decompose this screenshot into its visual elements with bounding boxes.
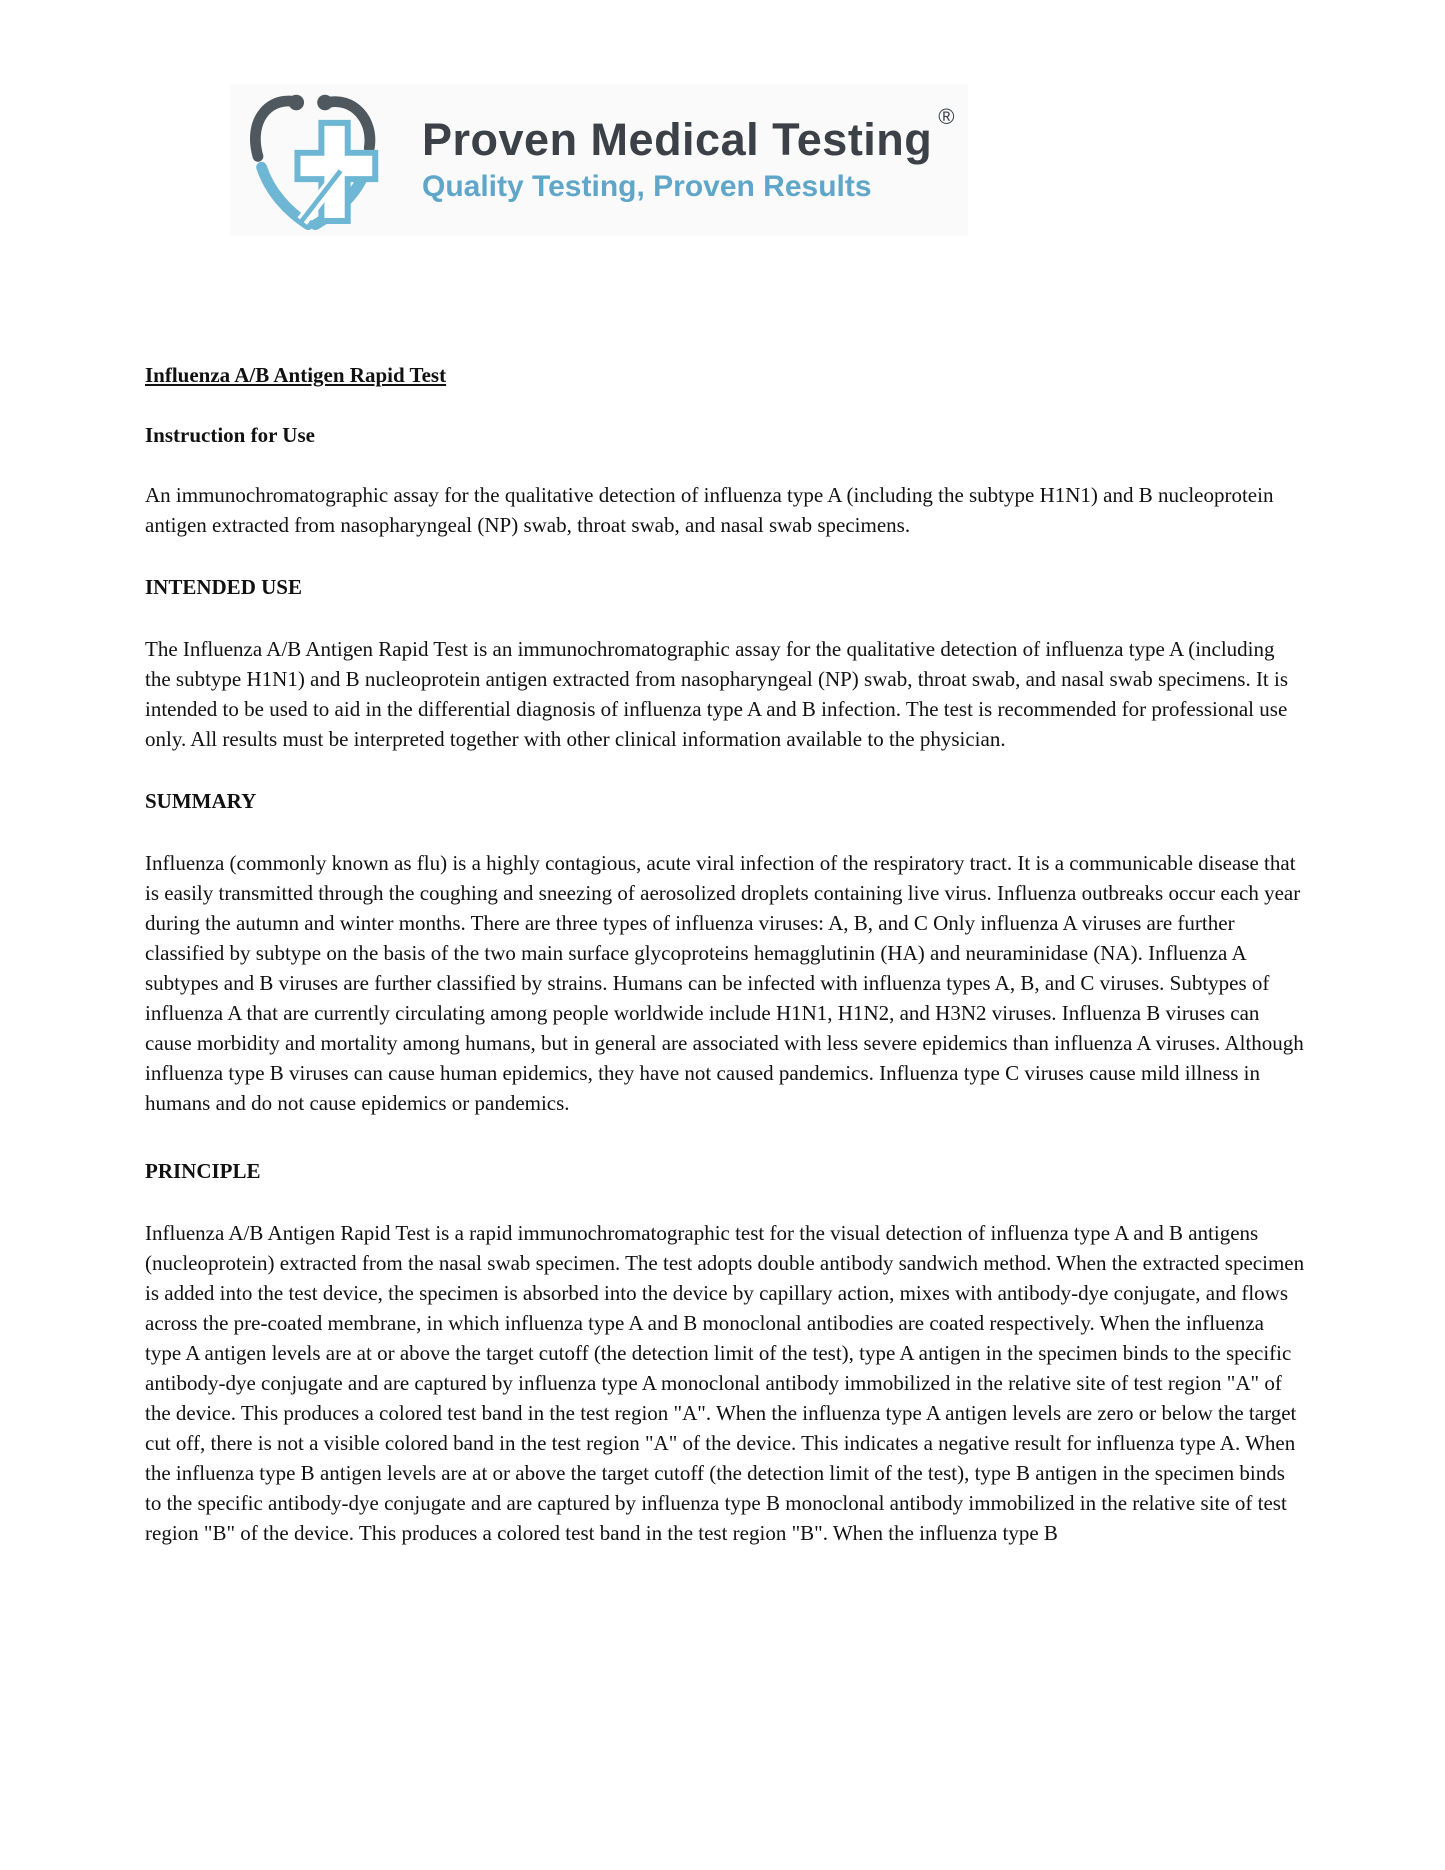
registered-trademark-mark: ® bbox=[938, 104, 955, 129]
section-heading-principle: PRINCIPLE bbox=[145, 1159, 261, 1183]
section-summary bbox=[145, 786, 1305, 1118]
document-content bbox=[145, 360, 1305, 1548]
section-principle bbox=[145, 1156, 1305, 1548]
intro-paragraph: An immunochromatographic assay for the qualitative detection of influenza type A (including the subtype H1N1) and B nucleoprotein antigen extracted from nasopharyngeal (NP) swab, throat swab, and nasal swab specimens. bbox=[145, 483, 1274, 537]
section-body-principle: Influenza A/B Antigen Rapid Test is a rapid immunochromatographic test for the visual detection of influenza type A and B antigens (nucleoprotein) extracted from the nasal swab specimen. The test adopts double antibody sandwich method. When the extracted specimen is added into the test device, the specimen is absorbed into the device by capillary action, mixes with antibody-dye conjugate, and flows across the pre-coated membrane, in which influenza type A and B monoclonal antibodies are coated respectively. When the influenza type A antigen levels are at or above the target cutoff (the detection limit of the test), type A antigen in the specimen binds to the specific antibody-dye conjugate and are captured by influenza type A monoclonal antibody immobilized in the relative site of test region "A" of the device. This produces a colored test band in the test region "A". When the influenza type A antigen levels are zero or below the target cut off, there is not a visible colored band in the test region "A" of the device. This indicates a negative result for influenza type A. When the influenza type B antigen levels are at or above the target cutoff (the detection limit of the test), type B antigen in the specimen binds to the specific antibody-dye conjugate and are captured by influenza type B monoclonal antibody immobilized in the relative site of test region "B" of the device. This produces a colored test band in the test region "B". When the influenza type B bbox=[145, 1221, 1305, 1545]
section-body-intended-use: The Influenza A/B Antigen Rapid Test is an immunochromatographic assay for the qualitative detection of influenza type A (including the subtype H1N1) and B nucleoprotein antigen extracted from nasopharyngeal (NP) swab, throat swab, and nasal swab specimens. It is intended to be used to aid in the differential diagnosis of influenza type A and B infection. The test is recommended for professional use only. All results must be interpreted together with other clinical information available to the physician. bbox=[145, 637, 1289, 751]
brand-text-block bbox=[422, 104, 955, 206]
document-subtitle: Instruction for Use bbox=[145, 423, 315, 447]
section-heading-summary: SUMMARY bbox=[145, 789, 257, 813]
brand-tagline: Quality Testing, Proven Results bbox=[422, 170, 872, 203]
section-heading-intended-use: INTENDED USE bbox=[145, 575, 302, 599]
section-intended-use bbox=[145, 572, 1305, 754]
brand-logo bbox=[230, 84, 968, 236]
document-title: Influenza A/B Antigen Rapid Test bbox=[145, 363, 447, 387]
heart-stethoscope-cross-icon bbox=[240, 87, 398, 233]
section-body-summary: Influenza (commonly known as flu) is a highly contagious, acute viral infection of the respiratory tract. It is a communicable disease that is easily transmitted through the coughing and sneezing of aerosolized droplets containing live virus. Influenza outbreaks occur each year during the autumn and winter months. There are three types of influenza viruses: A, B, and C Only influenza A viruses are further classified by subtype on the basis of the two main surface glycoproteins hemagglutinin (HA) and neuraminidase (NA). Influenza A subtypes and B viruses are further classified by strains. Humans can be infected with influenza types A, B, and C viruses. Subtypes of influenza A that are currently circulating among people worldwide include H1N1, H1N2, and H3N2 viruses. Influenza B viruses can cause morbidity and mortality among humans, but in general are associated with less severe epidemics than influenza A viruses. Although influenza type B viruses can cause human epidemics, they have not caused pandemics. Influenza type C viruses cause mild illness in humans and do not cause epidemics or pandemics. bbox=[145, 851, 1304, 1115]
brand-name: Proven Medical Testing bbox=[422, 114, 933, 165]
